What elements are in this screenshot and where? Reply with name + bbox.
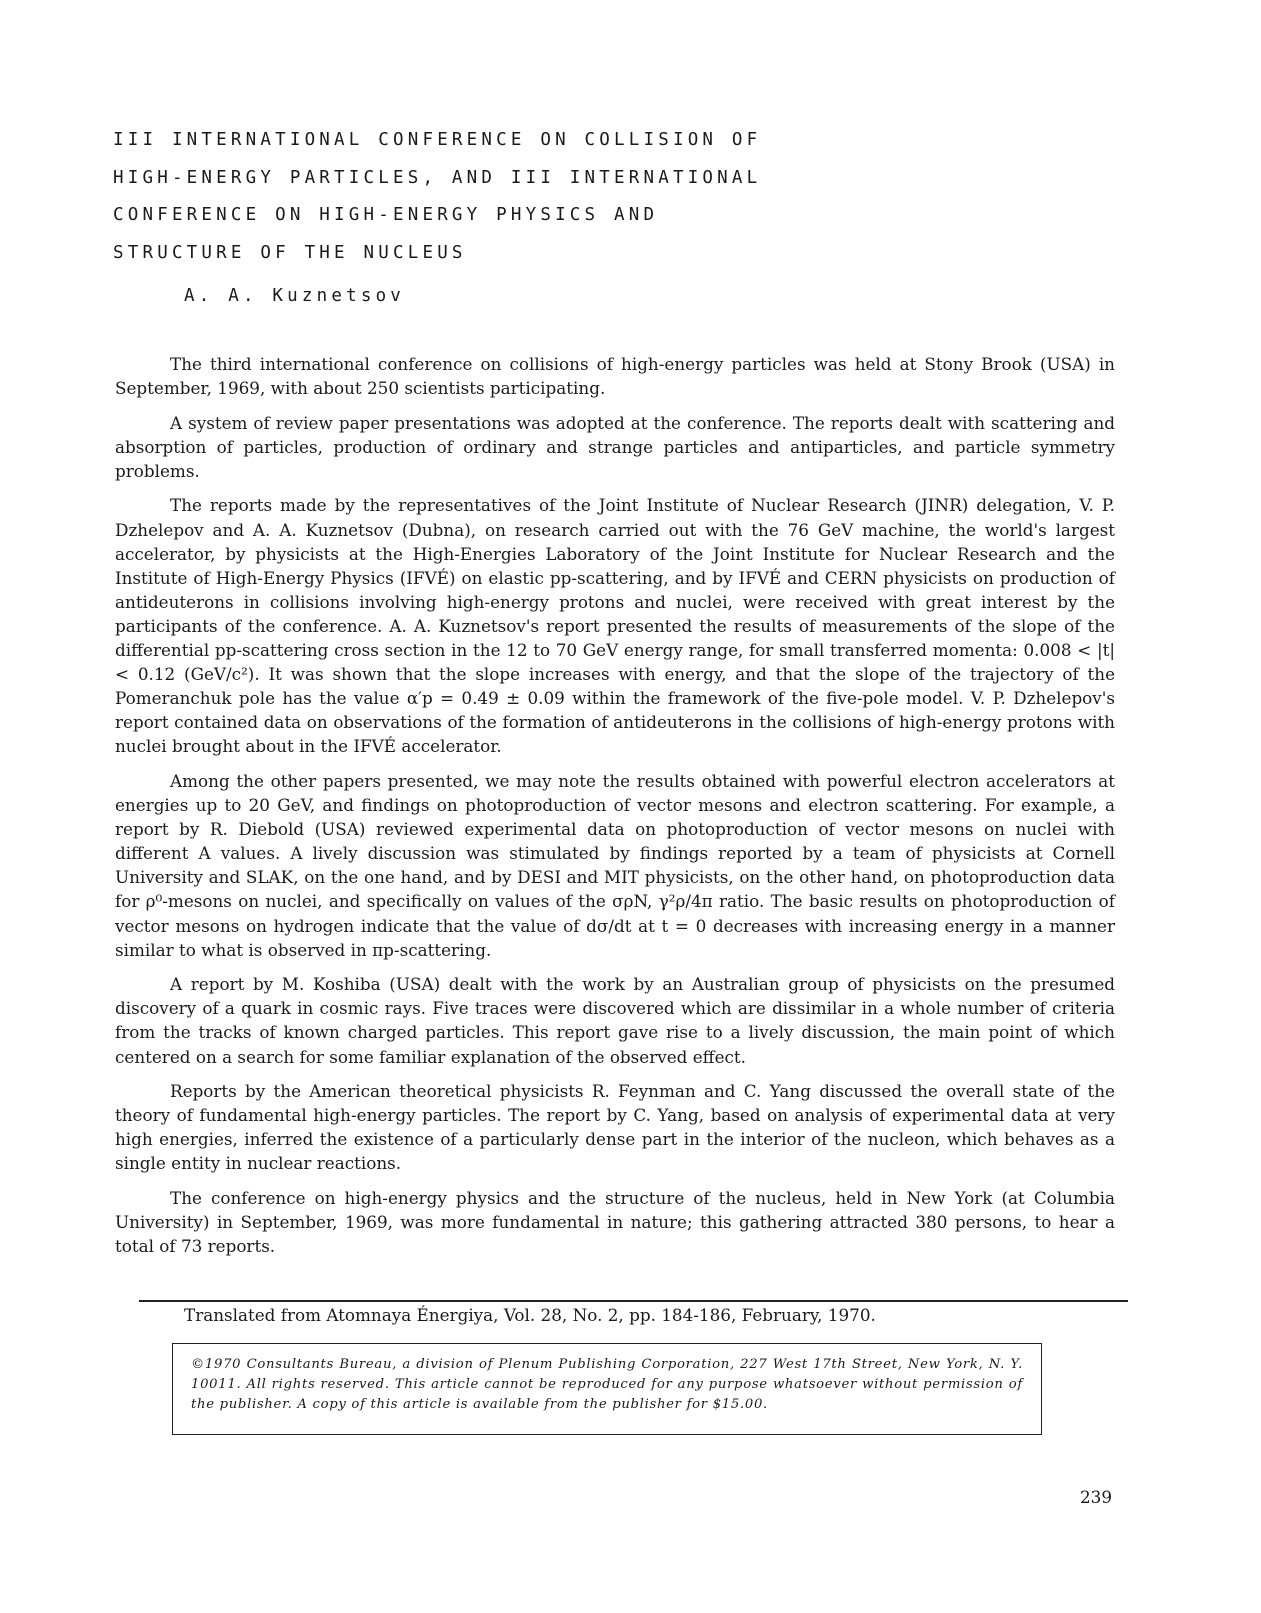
title-line-4: STRUCTURE OF THE NUCLEUS (113, 242, 467, 263)
page-number: 239 (1080, 1487, 1113, 1507)
copyright-text: ©1970 Consultants Bureau, a division of Plenum Publishing Corporation, 227 West 17th Street, New York, N. Y. 10011. All rights reserved. This article cannot be reproduced for any purpose whatsoever without permission of the publisher. A copy of this article is available from the publisher for $15.00. (191, 1357, 1023, 1412)
paragraph-5: A report by M. Koshiba (USA) dealt with the work by an Australian group of physicists on the presumed discovery of a quark in cosmic rays. Five traces were discovered which are dissimilar in a whole number of criteria from the tracks of known charged particles. This report gave rise to a lively discussion, the main point of which centered on a search for some familiar explanation of the observed effect. (115, 974, 1115, 1067)
footer-divider (139, 1300, 1128, 1302)
translation-note: Translated from Atomnaya Énergiya, Vol. 28, No. 2, pp. 184-186, February, 1970. (184, 1305, 876, 1325)
paragraph-2: A system of review paper presentations was adopted at the conference. The reports dealt with scattering and absorption of particles, production of ordinary and strange particles and antiparticles, and particle symmetry problems. (115, 412, 1115, 481)
title-line-1: III INTERNATIONAL CONFERENCE ON COLLISION OF (113, 130, 762, 150)
article-title (113, 122, 913, 272)
paragraph-1: The third international conference on collisions of high-energy particles was held at Stony Brook (USA) in September, 1969, with about 250 scientists participating. (115, 354, 1115, 399)
paragraph-7: The conference on high-energy physics and the structure of the nucleus, held in New York (at Columbia University) in September, 1969, was more fundamental in nature; this gathering attracted 380 persons, to hear a total of 73 reports. (115, 1188, 1115, 1257)
paragraph-4: Among the other papers presented, we may note the results obtained with powerful electron accelerators at energies up to 20 GeV, and findings on photoproduction of vector mesons and electron scattering. For example, a report by R. Diebold (USA) reviewed experimental data on photoproduction of vector mesons on nuclei with different A values. A lively discussion was stimulated by findings reported by a team of physicists at Cornell University and SLAK, on the one hand, and by DESI and MIT physicists, on the other hand, on photoproduction data for ρ⁰-mesons on nuclei, and specifically on values of the σρN, γ²ρ/4π ratio. The basic results on photoproduction of vector mesons on hydrogen indicate that the value of dσ/dt at t = 0 decreases with increasing energy in a manner similar to what is observed in πp-scattering. (115, 771, 1115, 960)
paragraph-3: The reports made by the representatives of the Joint Institute of Nuclear Research (JINR) delegation, V. P. Dzhelepov and A. A. Kuznetsov (Dubna), on research carried out with the 76 GeV machine, the world's largest accelerator, by physicists at the High-Energies Laboratory of the Joint Institute for Nuclear Research and the Institute of High-Energy Physics (IFVÉ) on elastic pp-scattering, and by IFVÉ and CERN physicists on production of antideuterons in collisions involving high-energy protons and nuclei, were received with great interest by the participants of the conference. A. A. Kuznetsov's report presented the results of measurements of the slope of the differential pp-scattering cross section in the 12 to 70 GeV energy range, for small transferred momenta: 0.008 < |t| < 0.12 (GeV/c²). It was shown that the slope increases with energy, and that the slope of the trajectory of the Pomeranchuk pole has the value α′p = 0.49 ± 0.09 within the framework of the five-pole model. V. P. Dzhelepov's report contained data on observations of the formation of antideuterons in the collisions of high-energy protons with nuclei brought about in the IFVÉ accelerator. (115, 495, 1115, 757)
title-line-3: CONFERENCE ON HIGH-ENERGY PHYSICS AND (113, 205, 659, 225)
article-body (115, 352, 1115, 1269)
author-name: A. A. Kuznetsov (184, 286, 406, 306)
paragraph-6: Reports by the American theoretical physicists R. Feynman and C. Yang discussed the overall state of the theory of fundamental high-energy particles. The report by C. Yang, based on analysis of experimental data at very high energies, inferred the existence of a particularly dense part in the interior of the nucleon, which behaves as a single entity in nuclear reactions. (115, 1081, 1115, 1174)
copyright-notice (172, 1343, 1042, 1435)
title-line-2: HIGH-ENERGY PARTICLES, AND III INTERNATIONAL (113, 167, 762, 188)
